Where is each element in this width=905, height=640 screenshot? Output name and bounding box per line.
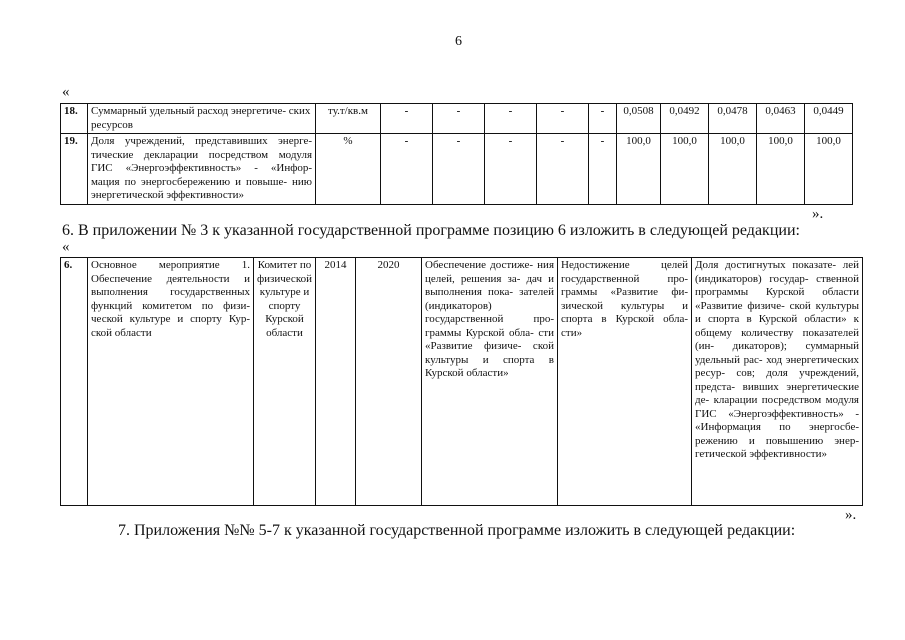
consequences-cell: Недостижение целей государственной про- граммы «Развитие фи- зической культуры и спорта в Курской обла- сти» [558, 258, 692, 506]
value-cell: 0,0449 [805, 104, 853, 134]
indicator-name: Суммарный удельный расход энергетиче- ских ресурсов [88, 104, 316, 134]
page-number: 6 [455, 34, 462, 49]
program-activity-table [60, 257, 863, 506]
value-cell: - [589, 134, 617, 205]
indicator-name: Доля учреждений, представивших энерге- тические декларации посредством модуля ГИС «Энергоэффективность» - «Инфор- мация по энергосбережению и повыше- нию энергетической эффективности» [88, 134, 316, 205]
indicators-table [60, 103, 853, 205]
value-cell: - [537, 134, 589, 205]
activity-name: Основное мероприятие 1. Обеспечение деятельности и выполнения государственных функций комитетом по физи- ческой культуре и спорту Кур- ской области [88, 258, 254, 506]
closing-quote-2: ». [845, 507, 857, 523]
value-cell: - [485, 134, 537, 205]
value-cell: 0,0508 [617, 104, 661, 134]
value-cell: - [485, 104, 537, 134]
section-7-heading: 7. Приложения №№ 5-7 к указанной государственной программе изложить в следующей редакции: [118, 522, 796, 539]
value-cell: 0,0478 [709, 104, 757, 134]
value-cell: 100,0 [661, 134, 709, 205]
opening-quote-1: « [62, 84, 70, 100]
value-cell: - [433, 134, 485, 205]
section-6-heading: 6. В приложении № 3 к указанной государственной программе позицию 6 изложить в следующей редакции: [62, 222, 800, 239]
value-cell: - [433, 104, 485, 134]
value-cell: 100,0 [805, 134, 853, 205]
row-number: 19. [61, 134, 88, 205]
start-year-cell: 2014 [316, 258, 356, 506]
indicators-link-cell: Доля достигнутых показате- лей (индикаторов) государ- ственной программы Курской области «Развитие физиче- ской культуры и спорта в Курской области» к общему количеству показателей (ин- дикаторов); суммарный удельный рас- ход энергетических ресур- сов; доля учреждений, предста- вивших энергетические де- кларации посредством модуля ГИС «Энергоэффективность» - «Информация по энергосбе- режению и повышению энер- гетической эффективности» [692, 258, 863, 506]
row-number: 6. [61, 258, 88, 506]
value-cell: - [589, 104, 617, 134]
row-number: 18. [61, 104, 88, 134]
value-cell: - [537, 104, 589, 134]
table-row [61, 104, 853, 134]
unit-cell: % [316, 134, 381, 205]
value-cell: 100,0 [757, 134, 805, 205]
value-cell: - [381, 104, 433, 134]
opening-quote-2: « [62, 239, 70, 255]
expected-result-cell: Обеспечение достиже- ния целей, решения за- дач и выполнения пока- зателей (индикаторов) государственной про- граммы Курской обла- сти «Развитие физиче- ской культуры и спорта в Курской области» [422, 258, 558, 506]
table-row [61, 134, 853, 205]
executor-cell: Комитет по физической культуре и спорту Курской области [254, 258, 316, 506]
value-cell: - [381, 134, 433, 205]
value-cell: 0,0492 [661, 104, 709, 134]
value-cell: 100,0 [617, 134, 661, 205]
end-year-cell: 2020 [356, 258, 422, 506]
closing-quote-1: ». [812, 206, 824, 222]
value-cell: 100,0 [709, 134, 757, 205]
table-row [61, 258, 863, 506]
unit-cell: ту.т/кв.м [316, 104, 381, 134]
value-cell: 0,0463 [757, 104, 805, 134]
